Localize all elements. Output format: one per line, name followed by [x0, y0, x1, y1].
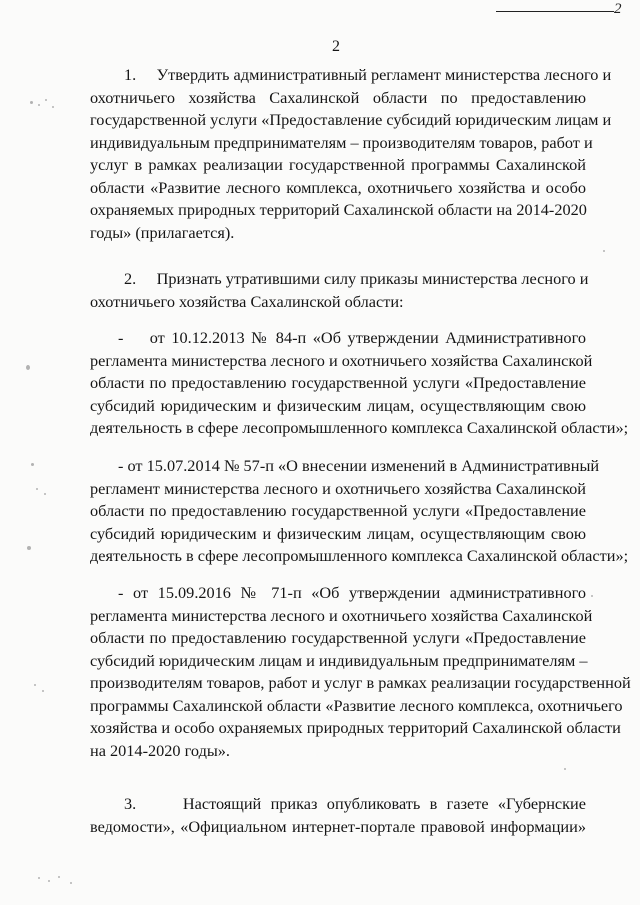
text-line: регламент министерства лесного и охотничьего хозяйства Сахалинской	[90, 478, 586, 498]
scan-speck	[31, 463, 34, 466]
text-line: программы Сахалинской области «Развитие лесного комплекса, охотничьего	[90, 695, 623, 715]
text-line: годы» (прилагается).	[90, 222, 235, 242]
scan-speck	[34, 684, 36, 686]
scan-speck	[58, 876, 60, 878]
page-number: 2	[332, 38, 340, 55]
scan-speck	[38, 104, 40, 106]
scan-speck	[48, 880, 50, 882]
text-line: ведомости», «Официальном интернет-портале правовой информации»	[90, 816, 586, 836]
list-item-order-57p	[90, 455, 629, 568]
text-line: субсидий юридическим и физическим лицам, осуществляющим свою	[90, 395, 586, 415]
scan-speck	[44, 493, 46, 495]
text-line: охотничьего хозяйства Сахалинской области по предоставлению	[90, 87, 586, 107]
paragraph-repeal-orders	[90, 268, 589, 313]
scan-speck	[27, 546, 31, 550]
text-line: государственной услуги «Предоставление субсидий юридическим лицам и	[90, 110, 612, 129]
scan-speck	[591, 595, 593, 597]
handwritten-page-mark: 2	[614, 1, 622, 17]
list-item-order-71p	[90, 582, 631, 762]
text-line: - от 15.09.2016 № 71-п «Об утверждении административного	[118, 583, 586, 602]
text-line: области по предоставлению государственной услуги «Предоставление	[90, 373, 586, 392]
scan-speck	[42, 690, 44, 692]
scan-speck	[52, 106, 54, 108]
text-line: производителям товаров, работ и услуг в рамках реализации государственной	[90, 673, 631, 692]
header-rule	[496, 11, 614, 12]
text-line: регламента министерства лесного и охотничьего хозяйства Сахалинской	[90, 350, 593, 370]
text-line: охотничьего хозяйства Сахалинской области:	[90, 291, 404, 311]
text-line: регламента министерства лесного и охотничьего хозяйства Сахалинской	[90, 605, 593, 625]
text-line: субсидий юридическим и физическим лицам, осуществляющим свою	[90, 523, 586, 543]
scan-speck	[564, 768, 566, 770]
text-line: охраняемых природных территорий Сахалинской области на 2014-2020	[90, 200, 587, 219]
text-line: деятельность в сфере лесопромышленного комплекса Сахалинской области»;	[90, 546, 629, 565]
text-line: субсидий юридическим лицам и индивидуальным предпринимателям –	[90, 650, 588, 670]
text-line: - от 15.07.2014 № 57-п «О внесении изменений в Административный	[118, 456, 600, 475]
paragraph-publish-order	[90, 793, 586, 838]
text-line: области по предоставлению государственной услуги «Предоставление	[90, 628, 586, 647]
text-line: индивидуальным предпринимателям – производителям товаров, работ и	[90, 132, 593, 152]
scan-speck	[36, 488, 38, 490]
text-line: области по предоставлению государственной услуги «Предоставление	[90, 501, 586, 520]
scan-speck	[30, 101, 33, 104]
text-line: на 2014-2020 годы».	[90, 740, 231, 760]
scan-speck	[26, 365, 30, 370]
scan-speck	[603, 250, 605, 252]
scan-speck	[45, 99, 47, 101]
text-line: области «Развитие лесного комплекса, охотничьего хозяйства и особо	[90, 177, 586, 197]
list-item-order-84p	[90, 327, 629, 440]
text-line: деятельность в сфере лесопромышленного комплекса Сахалинской области»;	[90, 418, 629, 437]
text-line: услуг в рамках реализации государственной программы Сахалинской	[90, 155, 586, 174]
scan-speck	[38, 877, 40, 879]
text-line: 2. Признать утратившими силу приказы министерства лесного и	[124, 269, 589, 288]
text-line: 3. Настоящий приказ опубликовать в газете «Губернские	[124, 794, 586, 813]
text-line: - от 10.12.2013 № 84-п «Об утверждении Административного	[118, 328, 586, 347]
paragraph-approve-regulation	[90, 64, 612, 244]
text-line: хозяйства и особо охраняемых природных территорий Сахалинской области	[90, 718, 621, 737]
text-line: 1. Утвердить административный регламент министерства лесного и	[124, 65, 612, 84]
scan-speck	[70, 882, 72, 884]
